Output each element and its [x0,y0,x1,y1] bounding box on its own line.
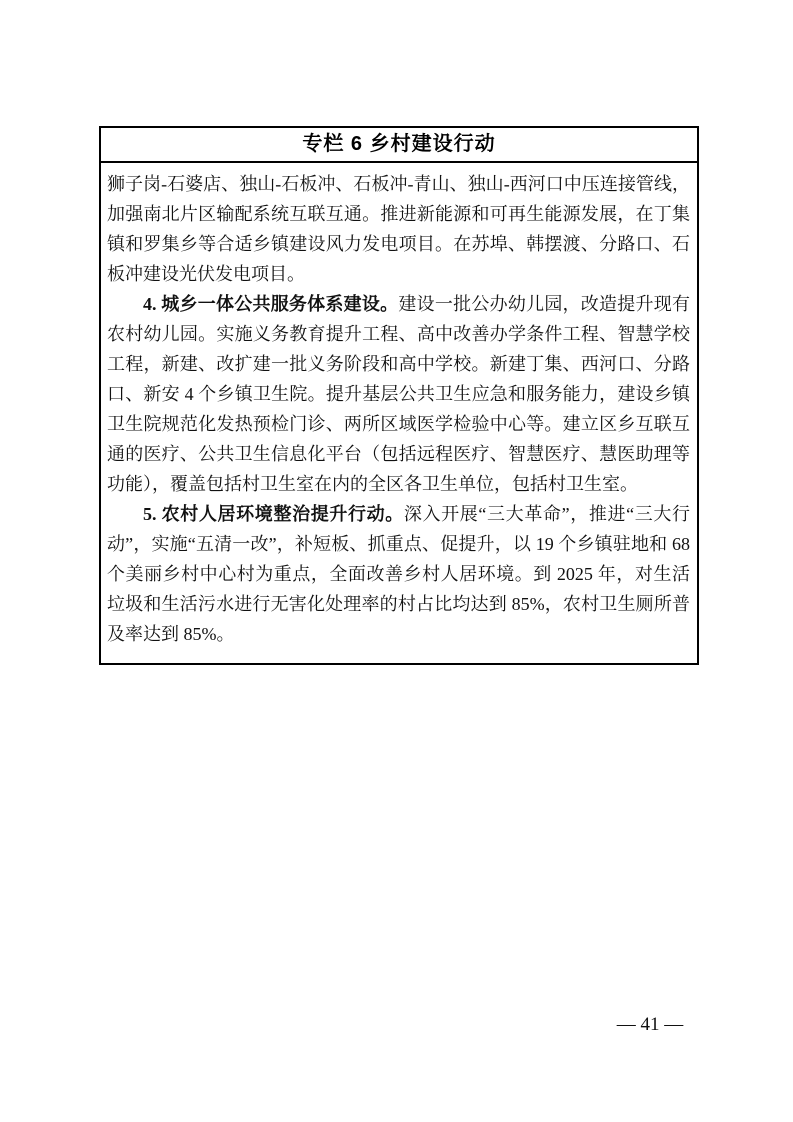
paragraph-lead-bold: 4. 城乡一体公共服务体系建设。 [143,294,399,314]
panel-title: 专栏 6 乡村建设行动 [101,128,697,163]
page-number: — 41 — [616,1014,684,1035]
column-box-rural-construction [99,126,699,665]
paragraph-lead-bold: 5. 农村人居环境整治提升行动。 [143,504,404,524]
panel-paragraph [107,499,690,649]
panel-body [101,163,697,663]
paragraph-text: 建设一批公办幼儿园，改造提升现有农村幼儿园。实施义务教育提升工程、高中改善办学条件工程、智慧学校工程，新建、改扩建一批义务阶段和高中学校。新建丁集、西河口、分路口、新安 4 个乡镇卫生院。提升基层公共卫生应急和服务能力，建设乡镇卫生院规范化发热预检门诊、两所区域医学检验中心等。建立区乡互联互通的医疗、公共卫生信息化平台（包括远程医疗、智慧医疗、慧医助理等功能），覆盖包括村卫生室在内的全区各卫生单位，包括村卫生室。 [107,294,691,494]
panel-paragraph [107,289,690,499]
panel-paragraph [107,169,690,289]
paragraph-text: 狮子岗-石婆店、独山-石板冲、石板冲-青山、独山-西河口中压连接管线，加强南北片区输配系统互联互通。推进新能源和可再生能源发展，在丁集镇和罗集乡等合适乡镇建设风力发电项目。在苏埠、韩摆渡、分路口、石板冲建设光伏发电项目。 [107,174,690,284]
paragraph-text: 深入开展“三大革命”，推进“三大行动”，实施“五清一改”，补短板、抓重点、促提升，以 19 个乡镇驻地和 68 个美丽乡村中心村为重点，全面改善乡村人居环境。到 2025 年，对生活垃圾和生活污水进行无害化处理率的村占比均达到 85%，农村卫生厕所普及率达到 85%。 [107,504,691,644]
